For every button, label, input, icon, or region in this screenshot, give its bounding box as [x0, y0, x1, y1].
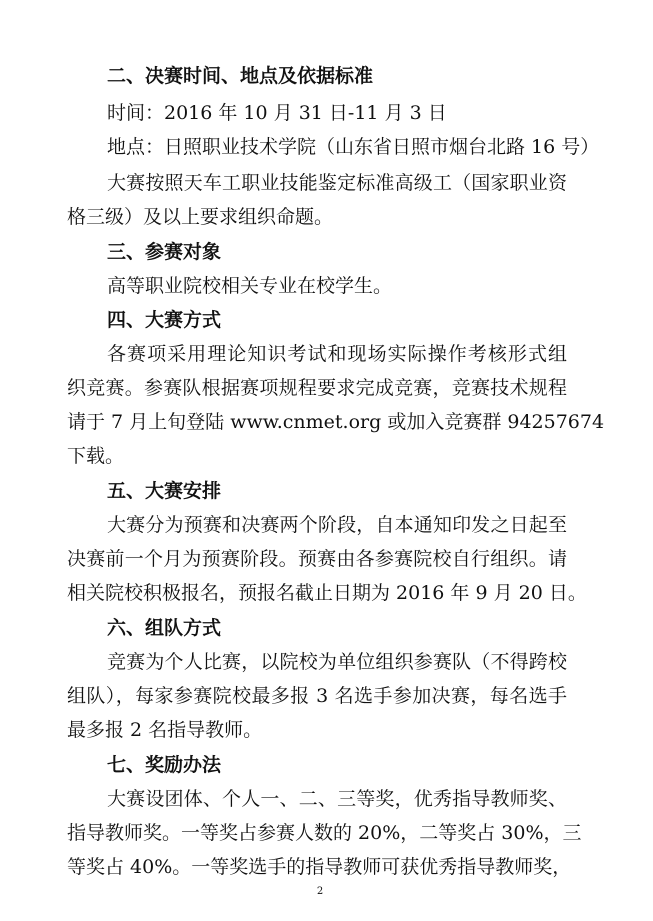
- section-heading-finals: 二、决赛时间、地点及依据标准: [107, 65, 374, 87]
- paragraph-line: 织竞赛。参赛队根据赛项规程要求完成竞赛，竞赛技术规程: [67, 377, 567, 399]
- paragraph-line: 各赛项采用理论知识考试和现场实际操作考核形式组: [107, 343, 567, 365]
- paragraph-line: 大赛分为预赛和决赛两个阶段，自本通知印发之日起至: [107, 514, 567, 536]
- paragraph-line: 下载。: [67, 445, 125, 467]
- section-heading-format: 四、大赛方式: [107, 309, 222, 331]
- finals-time: 时间：2016 年 10 月 31 日-11 月 3 日: [107, 102, 447, 124]
- finals-location: 地点：日照职业技术学院（山东省日照市烟台北路 16 号）: [107, 136, 600, 158]
- paragraph-line: 指导教师奖。一等奖占参赛人数的 20%，二等奖占 30%，三: [67, 822, 582, 844]
- paragraph-line: 格三级）及以上要求组织命题。: [67, 206, 334, 228]
- paragraph-line: 相关院校积极报名，预报名截止日期为 2016 年 9 月 20 日。: [67, 582, 587, 604]
- section-heading-schedule: 五、大赛安排: [107, 480, 222, 502]
- paragraph-line: 请于 7 月上旬登陆 www.cnmet.org 或加入竞赛群 94257674: [67, 411, 605, 433]
- paragraph-line: 最多报 2 名指导教师。: [67, 719, 263, 741]
- page-number: 2: [316, 886, 324, 897]
- paragraph-line: 大赛设团体、个人一、二、三等奖，优秀指导教师奖、: [107, 788, 567, 810]
- paragraph-line: 组队），每家参赛院校最多报 3 名选手参加决赛，每名选手: [67, 685, 567, 707]
- paragraph-line: 大赛按照天车工职业技能鉴定标准高级工（国家职业资: [107, 172, 567, 194]
- section-heading-team: 六、组队方式: [107, 617, 222, 639]
- paragraph-line: 决赛前一个月为预赛阶段。预赛由各参赛院校自行组织。请: [67, 548, 567, 570]
- paragraph-line: 竞赛为个人比赛，以院校为单位组织参赛队（不得跨校: [107, 651, 567, 673]
- paragraph-line: 等奖占 40%。一等奖选手的指导教师可获优秀指导教师奖，: [67, 856, 572, 878]
- section-heading-awards: 七、奖励办法: [107, 754, 222, 776]
- paragraph-line: 高等职业院校相关专业在校学生。: [107, 275, 393, 297]
- section-heading-participants: 三、参赛对象: [107, 241, 222, 263]
